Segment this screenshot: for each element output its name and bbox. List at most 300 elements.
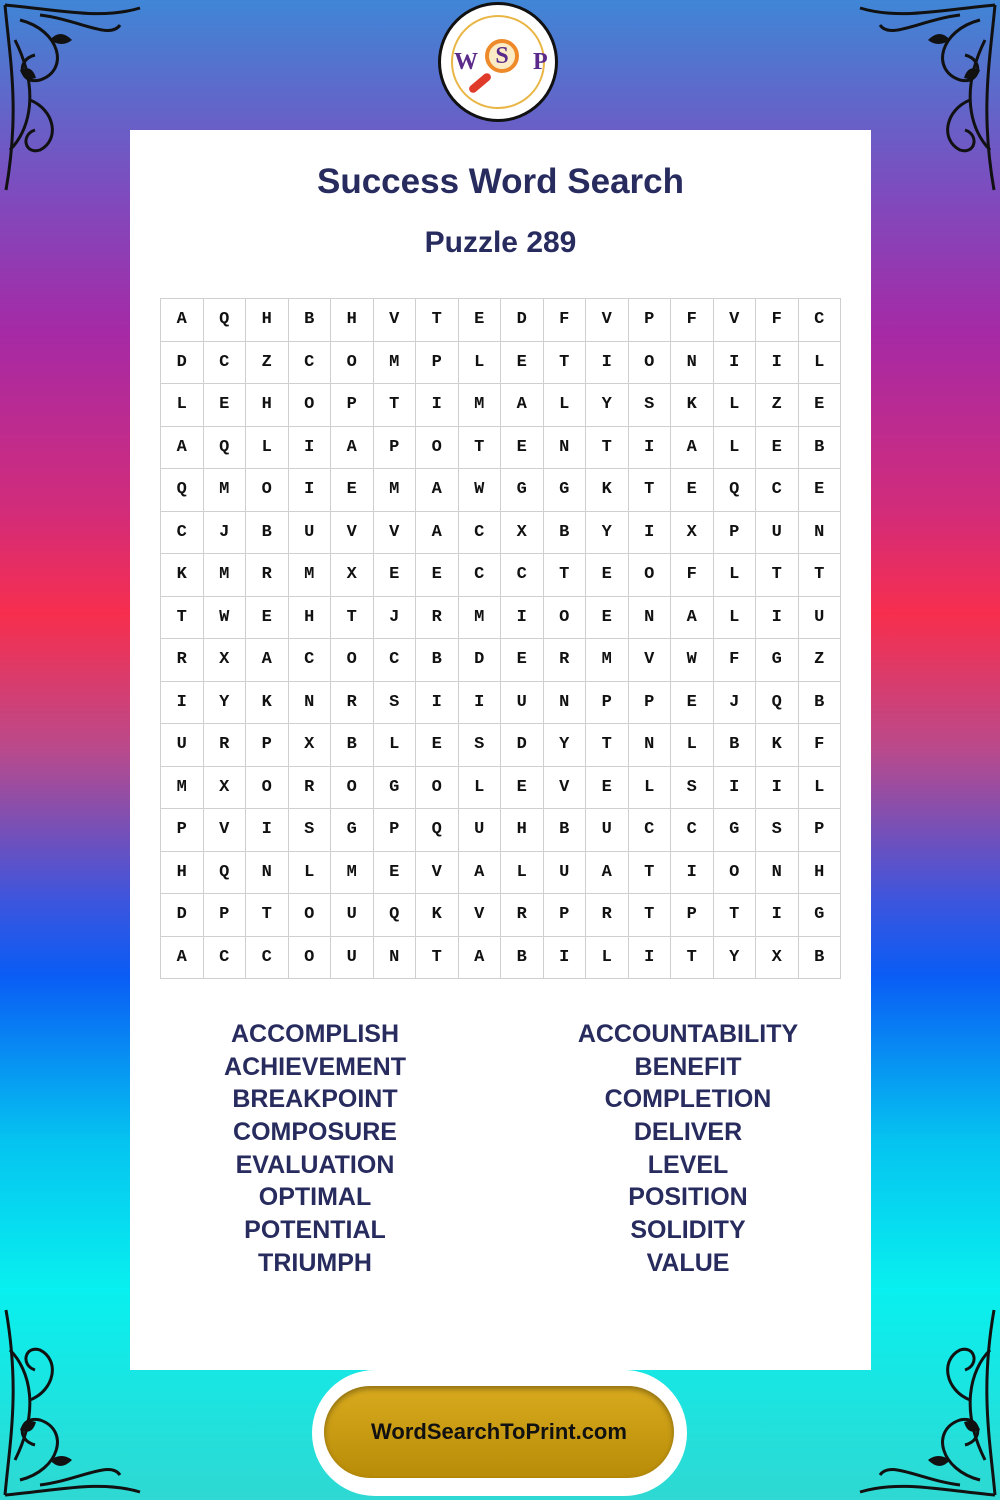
grid-cell[interactable]: I xyxy=(416,384,459,427)
grid-row xyxy=(161,936,841,979)
grid-cell[interactable]: E xyxy=(798,469,841,512)
ornament-bottom-right xyxy=(850,1300,1000,1500)
grid-cell[interactable]: U xyxy=(798,596,841,639)
grid-cell[interactable]: G xyxy=(756,639,799,682)
grid-cell[interactable]: Q xyxy=(756,681,799,724)
grid-cell[interactable]: U xyxy=(161,724,204,767)
grid-cell[interactable]: U xyxy=(501,681,544,724)
grid-cell[interactable]: C xyxy=(203,936,246,979)
grid-cell[interactable]: E xyxy=(331,469,374,512)
grid-cell[interactable]: M xyxy=(458,384,501,427)
grid-cell[interactable]: J xyxy=(203,511,246,554)
grid-cell[interactable]: E xyxy=(416,554,459,597)
grid-cell[interactable]: K xyxy=(416,894,459,937)
grid-cell[interactable]: G xyxy=(501,469,544,512)
grid-cell[interactable]: S xyxy=(288,809,331,852)
grid-cell[interactable]: O xyxy=(288,936,331,979)
grid-cell[interactable]: P xyxy=(628,299,671,342)
grid-cell[interactable]: U xyxy=(458,809,501,852)
grid-cell[interactable]: G xyxy=(373,766,416,809)
grid-cell[interactable]: B xyxy=(501,936,544,979)
grid-cell[interactable]: I xyxy=(756,341,799,384)
grid-cell[interactable]: H xyxy=(288,596,331,639)
grid-cell[interactable]: F xyxy=(671,554,714,597)
grid-cell[interactable]: R xyxy=(331,681,374,724)
grid-cell[interactable]: O xyxy=(543,596,586,639)
grid-cell[interactable]: A xyxy=(161,299,204,342)
grid-cell[interactable]: K xyxy=(161,554,204,597)
grid-cell[interactable]: Q xyxy=(161,469,204,512)
website-link[interactable]: WordSearchToPrint.com xyxy=(324,1386,674,1478)
grid-cell[interactable]: C xyxy=(501,554,544,597)
grid-cell[interactable]: A xyxy=(246,639,289,682)
grid-cell[interactable]: Q xyxy=(713,469,756,512)
grid-cell[interactable]: N xyxy=(798,511,841,554)
grid-cell[interactable]: R xyxy=(416,596,459,639)
footer-banner xyxy=(312,1370,687,1496)
grid-cell[interactable]: C xyxy=(288,639,331,682)
grid-cell[interactable]: R xyxy=(543,639,586,682)
grid-cell[interactable]: E xyxy=(373,554,416,597)
grid-cell[interactable]: Y xyxy=(203,681,246,724)
grid-cell[interactable]: V xyxy=(458,894,501,937)
grid-cell[interactable]: L xyxy=(161,384,204,427)
grid-cell[interactable]: N xyxy=(543,426,586,469)
grid-cell[interactable]: M xyxy=(373,341,416,384)
grid-cell[interactable]: V xyxy=(331,511,374,554)
word-item: LEVEL xyxy=(647,1150,729,1179)
grid-cell[interactable]: C xyxy=(288,341,331,384)
grid-cell[interactable]: B xyxy=(798,936,841,979)
ornament-bottom-left xyxy=(0,1300,150,1500)
grid-row xyxy=(161,851,841,894)
grid-cell[interactable]: C xyxy=(798,299,841,342)
grid-cell[interactable]: T xyxy=(543,341,586,384)
grid-cell[interactable]: L xyxy=(288,851,331,894)
grid-row xyxy=(161,426,841,469)
grid-cell[interactable]: H xyxy=(161,851,204,894)
grid-cell[interactable]: K xyxy=(586,469,629,512)
grid-cell[interactable]: U xyxy=(331,894,374,937)
ornament-top-right xyxy=(850,0,1000,200)
word-item: TRIUMPH xyxy=(258,1248,372,1277)
logo-magnifier-icon: S xyxy=(485,39,519,73)
grid-cell[interactable]: B xyxy=(331,724,374,767)
grid-row xyxy=(161,639,841,682)
grid-cell[interactable]: O xyxy=(713,851,756,894)
grid-cell[interactable]: I xyxy=(246,809,289,852)
grid-cell[interactable]: C xyxy=(203,341,246,384)
grid-cell[interactable]: T xyxy=(628,469,671,512)
grid-row xyxy=(161,596,841,639)
word-item: SOLIDITY xyxy=(630,1216,746,1245)
grid-cell[interactable]: A xyxy=(416,511,459,554)
grid-cell[interactable]: R xyxy=(586,894,629,937)
grid-cell[interactable]: L xyxy=(246,426,289,469)
word-list-left xyxy=(130,1018,500,1280)
grid-cell[interactable]: I xyxy=(628,936,671,979)
grid-cell[interactable]: U xyxy=(543,851,586,894)
grid-cell[interactable]: E xyxy=(501,766,544,809)
grid-row xyxy=(161,681,841,724)
word-list-right xyxy=(503,1018,873,1280)
grid-cell[interactable]: P xyxy=(713,511,756,554)
grid-cell[interactable]: V xyxy=(373,511,416,554)
grid-cell[interactable]: O xyxy=(331,639,374,682)
grid-cell[interactable]: D xyxy=(501,724,544,767)
grid-cell[interactable]: R xyxy=(203,724,246,767)
grid-cell[interactable]: N xyxy=(756,851,799,894)
wsp-logo[interactable] xyxy=(438,2,558,122)
grid-cell[interactable]: H xyxy=(246,299,289,342)
grid-cell[interactable]: I xyxy=(628,511,671,554)
ornament-top-left xyxy=(0,0,150,200)
grid-cell[interactable]: V xyxy=(628,639,671,682)
word-item: EVALUATION xyxy=(235,1150,395,1179)
grid-cell[interactable]: A xyxy=(161,936,204,979)
grid-cell[interactable]: P xyxy=(671,894,714,937)
grid-cell[interactable]: L xyxy=(458,341,501,384)
grid-cell[interactable]: H xyxy=(331,299,374,342)
puzzle-card xyxy=(130,130,871,1370)
grid-cell[interactable]: T xyxy=(246,894,289,937)
grid-cell[interactable]: X xyxy=(203,766,246,809)
grid-cell[interactable]: V xyxy=(713,299,756,342)
grid-cell[interactable]: G xyxy=(798,894,841,937)
grid-cell[interactable]: H xyxy=(798,851,841,894)
grid-cell[interactable]: O xyxy=(331,766,374,809)
grid-row xyxy=(161,299,841,342)
grid-cell[interactable]: C xyxy=(671,809,714,852)
grid-cell[interactable]: K xyxy=(671,384,714,427)
grid-cell[interactable]: M xyxy=(458,596,501,639)
grid-cell[interactable]: Q xyxy=(416,809,459,852)
grid-cell[interactable]: C xyxy=(458,511,501,554)
grid-cell[interactable]: V xyxy=(373,299,416,342)
grid-cell[interactable]: H xyxy=(501,809,544,852)
grid-cell[interactable]: T xyxy=(543,554,586,597)
grid-cell[interactable]: C xyxy=(373,639,416,682)
grid-row xyxy=(161,766,841,809)
grid-cell[interactable]: W xyxy=(203,596,246,639)
grid-cell[interactable]: N xyxy=(671,341,714,384)
puzzle-title: Success Word Search xyxy=(316,162,685,201)
grid-row xyxy=(161,384,841,427)
grid-cell[interactable]: E xyxy=(501,639,544,682)
grid-cell[interactable]: N xyxy=(628,724,671,767)
grid-cell[interactable]: D xyxy=(501,299,544,342)
grid-cell[interactable]: O xyxy=(416,426,459,469)
grid-row xyxy=(161,724,841,767)
grid-cell[interactable]: P xyxy=(161,809,204,852)
grid-cell[interactable]: P xyxy=(203,894,246,937)
grid-cell[interactable]: S xyxy=(373,681,416,724)
grid-row xyxy=(161,809,841,852)
grid-cell[interactable]: I xyxy=(756,894,799,937)
grid-cell[interactable]: P xyxy=(798,809,841,852)
grid-cell[interactable]: J xyxy=(373,596,416,639)
grid-cell[interactable]: U xyxy=(586,809,629,852)
grid-cell[interactable]: E xyxy=(203,384,246,427)
grid-cell[interactable]: T xyxy=(671,936,714,979)
grid-cell[interactable]: L xyxy=(671,724,714,767)
grid-cell[interactable]: T xyxy=(713,894,756,937)
letter-grid xyxy=(160,298,841,979)
grid-cell[interactable]: N xyxy=(543,681,586,724)
grid-cell[interactable]: E xyxy=(458,299,501,342)
grid-cell[interactable]: D xyxy=(161,894,204,937)
grid-cell[interactable]: E xyxy=(671,469,714,512)
grid-cell[interactable]: Z xyxy=(756,384,799,427)
grid-cell[interactable]: M xyxy=(373,469,416,512)
grid-cell[interactable]: Z xyxy=(798,639,841,682)
grid-cell[interactable]: Q xyxy=(203,851,246,894)
grid-cell[interactable]: I xyxy=(713,766,756,809)
grid-cell[interactable]: T xyxy=(628,851,671,894)
grid-row xyxy=(161,341,841,384)
grid-cell[interactable]: I xyxy=(416,681,459,724)
grid-cell[interactable]: D xyxy=(161,341,204,384)
grid-cell[interactable]: M xyxy=(203,554,246,597)
grid-cell[interactable]: V xyxy=(543,766,586,809)
word-item: COMPOSURE xyxy=(233,1118,397,1147)
grid-cell[interactable]: I xyxy=(756,766,799,809)
grid-cell[interactable]: Y xyxy=(713,936,756,979)
grid-cell[interactable]: O xyxy=(416,766,459,809)
grid-cell[interactable]: X xyxy=(288,724,331,767)
grid-cell[interactable]: F xyxy=(543,299,586,342)
grid-cell[interactable]: E xyxy=(586,766,629,809)
grid-cell[interactable]: I xyxy=(756,596,799,639)
grid-cell[interactable]: L xyxy=(628,766,671,809)
grid-cell[interactable]: T xyxy=(798,554,841,597)
grid-cell[interactable]: R xyxy=(288,766,331,809)
grid-cell[interactable]: I xyxy=(288,426,331,469)
grid-cell[interactable]: A xyxy=(161,426,204,469)
grid-cell[interactable]: U xyxy=(331,936,374,979)
grid-cell[interactable]: A xyxy=(501,384,544,427)
grid-cell[interactable]: I xyxy=(713,341,756,384)
grid-cell[interactable]: P xyxy=(628,681,671,724)
grid-cell[interactable]: V xyxy=(416,851,459,894)
grid-cell[interactable]: G xyxy=(543,469,586,512)
grid-cell[interactable]: O xyxy=(246,469,289,512)
grid-cell[interactable]: P xyxy=(246,724,289,767)
grid-cell[interactable]: X xyxy=(671,511,714,554)
grid-cell[interactable]: T xyxy=(458,426,501,469)
grid-cell[interactable]: I xyxy=(501,596,544,639)
grid-cell[interactable]: E xyxy=(373,851,416,894)
grid-row xyxy=(161,511,841,554)
grid-cell[interactable]: L xyxy=(713,554,756,597)
grid-cell[interactable]: L xyxy=(713,426,756,469)
grid-cell[interactable]: M xyxy=(331,851,374,894)
grid-cell[interactable]: I xyxy=(288,469,331,512)
grid-cell[interactable]: L xyxy=(798,341,841,384)
grid-cell[interactable]: M xyxy=(288,554,331,597)
word-item: COMPLETION xyxy=(604,1085,772,1114)
logo-letter-w: W xyxy=(454,49,478,75)
grid-cell[interactable]: B xyxy=(246,511,289,554)
grid-cell[interactable]: T xyxy=(586,724,629,767)
grid-cell[interactable]: R xyxy=(161,639,204,682)
word-item: OPTIMAL xyxy=(258,1183,372,1212)
grid-cell[interactable]: C xyxy=(628,809,671,852)
grid-cell[interactable]: R xyxy=(246,554,289,597)
grid-cell[interactable]: Y xyxy=(586,384,629,427)
grid-cell[interactable]: V xyxy=(203,809,246,852)
grid-cell[interactable]: L xyxy=(501,851,544,894)
grid-cell[interactable]: A xyxy=(458,936,501,979)
grid-cell[interactable]: I xyxy=(543,936,586,979)
grid-cell[interactable]: M xyxy=(586,639,629,682)
grid-cell[interactable]: T xyxy=(756,554,799,597)
grid-cell[interactable]: F xyxy=(756,299,799,342)
grid-cell[interactable]: Q xyxy=(203,426,246,469)
grid-cell[interactable]: C xyxy=(246,936,289,979)
grid-cell[interactable]: E xyxy=(501,426,544,469)
grid-cell[interactable]: A xyxy=(331,426,374,469)
word-item: ACCOMPLISH xyxy=(230,1020,400,1048)
grid-cell[interactable]: N xyxy=(288,681,331,724)
grid-cell[interactable]: L xyxy=(713,384,756,427)
grid-cell[interactable]: Q xyxy=(373,894,416,937)
grid-cell[interactable]: B xyxy=(543,809,586,852)
grid-cell[interactable]: B xyxy=(543,511,586,554)
grid-cell[interactable]: D xyxy=(458,639,501,682)
grid-cell[interactable]: C xyxy=(458,554,501,597)
grid-cell[interactable]: B xyxy=(288,299,331,342)
grid-cell[interactable]: P xyxy=(543,894,586,937)
grid-cell[interactable]: H xyxy=(246,384,289,427)
grid-cell[interactable]: L xyxy=(798,766,841,809)
grid-cell[interactable]: O xyxy=(288,894,331,937)
word-item: VALUE xyxy=(646,1248,730,1277)
grid-cell[interactable]: N xyxy=(246,851,289,894)
grid-cell[interactable]: T xyxy=(161,596,204,639)
grid-cell[interactable]: S xyxy=(628,384,671,427)
grid-cell[interactable]: P xyxy=(373,426,416,469)
grid-cell[interactable]: A xyxy=(586,851,629,894)
grid-cell[interactable]: P xyxy=(373,809,416,852)
grid-cell[interactable]: T xyxy=(586,426,629,469)
grid-cell[interactable]: F xyxy=(713,639,756,682)
grid-cell[interactable]: P xyxy=(586,681,629,724)
grid-cell[interactable]: I xyxy=(458,681,501,724)
grid-cell[interactable]: E xyxy=(586,596,629,639)
grid-row xyxy=(161,469,841,512)
grid-cell[interactable]: I xyxy=(671,851,714,894)
grid-cell[interactable]: N xyxy=(628,596,671,639)
grid-cell[interactable]: E xyxy=(798,384,841,427)
grid-cell[interactable]: U xyxy=(756,511,799,554)
grid-cell[interactable]: Y xyxy=(586,511,629,554)
grid-cell[interactable]: O xyxy=(628,341,671,384)
grid-cell[interactable]: E xyxy=(416,724,459,767)
grid-cell[interactable]: X xyxy=(501,511,544,554)
grid-cell[interactable]: O xyxy=(246,766,289,809)
grid-cell[interactable]: E xyxy=(671,681,714,724)
grid-cell[interactable]: L xyxy=(713,596,756,639)
grid-cell[interactable]: M xyxy=(203,469,246,512)
grid-cell[interactable]: B xyxy=(798,681,841,724)
grid-row xyxy=(161,894,841,937)
grid-cell[interactable]: G xyxy=(713,809,756,852)
grid-cell[interactable]: T xyxy=(331,596,374,639)
grid-cell[interactable]: N xyxy=(373,936,416,979)
word-item: POTENTIAL xyxy=(244,1216,386,1245)
grid-cell[interactable]: A xyxy=(416,469,459,512)
grid-cell[interactable]: L xyxy=(586,936,629,979)
grid-cell[interactable]: E xyxy=(586,554,629,597)
grid-cell[interactable]: X xyxy=(331,554,374,597)
grid-cell[interactable]: L xyxy=(373,724,416,767)
grid-row xyxy=(161,554,841,597)
grid-cell[interactable]: L xyxy=(543,384,586,427)
grid-cell[interactable]: X xyxy=(203,639,246,682)
grid-cell[interactable]: U xyxy=(288,511,331,554)
grid-cell[interactable]: B xyxy=(713,724,756,767)
grid-cell[interactable]: S xyxy=(756,809,799,852)
grid-cell[interactable]: S xyxy=(671,766,714,809)
grid-cell[interactable]: E xyxy=(501,341,544,384)
grid-cell[interactable]: A xyxy=(671,426,714,469)
grid-cell[interactable]: O xyxy=(288,384,331,427)
word-item: ACHIEVEMENT xyxy=(224,1052,406,1081)
grid-cell[interactable]: T xyxy=(416,299,459,342)
grid-cell[interactable]: V xyxy=(586,299,629,342)
grid-cell[interactable]: P xyxy=(331,384,374,427)
grid-cell[interactable]: T xyxy=(373,384,416,427)
grid-cell[interactable]: A xyxy=(458,851,501,894)
grid-cell[interactable]: M xyxy=(161,766,204,809)
grid-cell[interactable]: B xyxy=(798,426,841,469)
grid-cell[interactable]: K xyxy=(756,724,799,767)
grid-cell[interactable]: E xyxy=(756,426,799,469)
grid-cell[interactable]: R xyxy=(501,894,544,937)
grid-cell[interactable]: F xyxy=(798,724,841,767)
grid-cell[interactable]: O xyxy=(628,554,671,597)
word-item: DELIVER xyxy=(633,1118,743,1147)
grid-cell[interactable]: G xyxy=(331,809,374,852)
grid-cell[interactable]: Z xyxy=(246,341,289,384)
grid-cell[interactable]: I xyxy=(161,681,204,724)
grid-cell[interactable]: I xyxy=(586,341,629,384)
grid-cell[interactable]: C xyxy=(756,469,799,512)
word-item: ACCOUNTABILITY xyxy=(577,1020,799,1048)
grid-cell[interactable]: A xyxy=(671,596,714,639)
grid-cell[interactable]: C xyxy=(161,511,204,554)
grid-cell[interactable]: P xyxy=(416,341,459,384)
grid-cell[interactable]: X xyxy=(756,936,799,979)
grid-cell[interactable]: T xyxy=(628,894,671,937)
grid-cell[interactable]: I xyxy=(628,426,671,469)
grid-cell[interactable]: J xyxy=(713,681,756,724)
grid-cell[interactable]: B xyxy=(416,639,459,682)
grid-cell[interactable]: Y xyxy=(543,724,586,767)
grid-cell[interactable]: O xyxy=(331,341,374,384)
grid-cell[interactable]: S xyxy=(458,724,501,767)
grid-cell[interactable]: W xyxy=(458,469,501,512)
grid-cell[interactable]: L xyxy=(458,766,501,809)
grid-cell[interactable]: Q xyxy=(203,299,246,342)
grid-cell[interactable]: W xyxy=(671,639,714,682)
grid-cell[interactable]: F xyxy=(671,299,714,342)
logo-letter-p: P xyxy=(533,49,548,75)
grid-cell[interactable]: T xyxy=(416,936,459,979)
grid-cell[interactable]: K xyxy=(246,681,289,724)
grid-cell[interactable]: E xyxy=(246,596,289,639)
